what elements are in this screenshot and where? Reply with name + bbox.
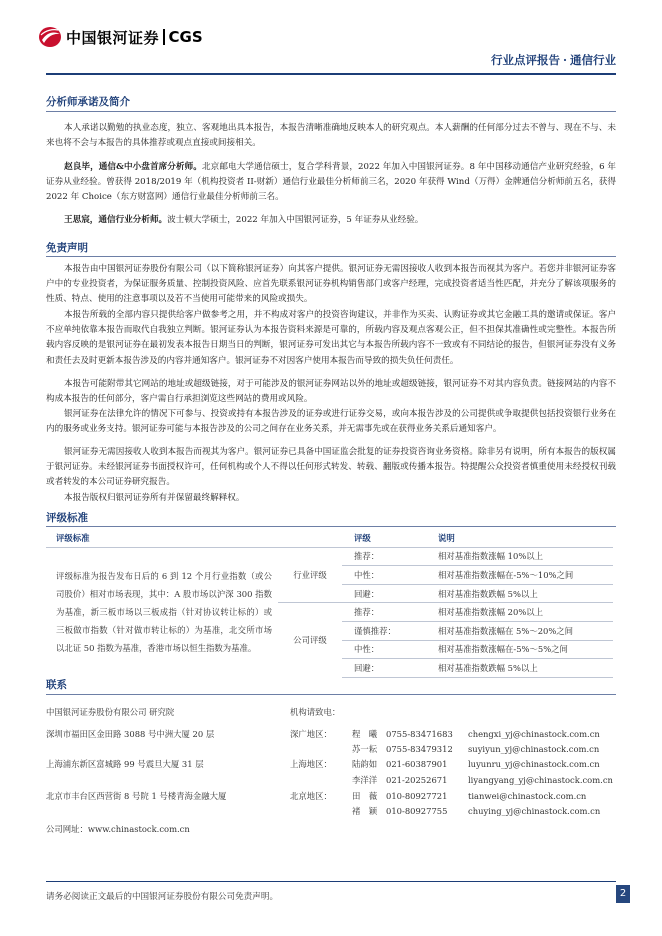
rating-standard-text: 评级标准为报告发布日后的 6 到 12 个月行业指数（或公司股价）相对市场表现，其中：A 股市场以沪深 300 指数为基准，新三板市场以三板成指（针对协议转让标的）或三板做市指数（针对做市转让标的）为基准，北交所市场以北证 50 指数为基准，香港市场以恒生指数为基准。	[46, 547, 278, 677]
report-type-label	[491, 52, 616, 68]
contact-rule	[46, 694, 616, 695]
analyst-section-rule	[46, 111, 616, 112]
company-research-institute: 中国银河证券股份有限公司 研究院	[46, 707, 175, 717]
address-beijing: 北京市丰台区西营街 8 号院 1 号楼青海金融大厦	[46, 791, 227, 801]
analyst-section-title: 分析师承诺及简介	[46, 96, 130, 108]
contact-person: 程 曦 0755-83471683 chengxi_yj@chinastock.com.cn	[352, 729, 600, 739]
industry-rating-label: 行业评级	[278, 547, 342, 603]
rating-desc: 相对基准指数涨幅在-5%～10%之间	[426, 566, 613, 585]
region-shenzhen: 深广地区：	[290, 729, 332, 739]
disclaimer-rule	[46, 256, 616, 257]
rating-desc: 相对基准指数跌幅 5%以上	[426, 584, 613, 603]
contact-email[interactable]: luyunru_yj@chinastock.com.cn	[468, 759, 600, 769]
analyst-commitment: 本人承诺以勤勉的执业态度，独立、客观地出具本报告，本报告清晰准确地反映本人的研究观点。本人薪酬的任何部分过去不曾与、现在不与、未来也将不会与本报告的具体推荐或观点直接或间接相关。	[46, 123, 616, 149]
brand-logo	[38, 26, 203, 48]
rating-table	[46, 529, 613, 678]
company-website[interactable]: 公司网址：www.chinastock.com.cn	[46, 824, 190, 834]
rating-level: 中性：	[342, 566, 426, 585]
col-desc: 说明	[426, 529, 613, 547]
disclaimer-p6: 本报告版权归银河证券所有并保留最终解释权。	[64, 493, 245, 503]
col-rating: 评级	[342, 529, 426, 547]
rating-level: 推荐：	[342, 547, 426, 566]
contact-email[interactable]: chengxi_yj@chinastock.com.cn	[468, 729, 600, 739]
galaxy-logo-icon	[38, 26, 62, 48]
analyst1-name: 赵良毕，通信&中小盘首席分析师。	[64, 162, 202, 172]
contact-person: 苏一耘 0755-83479312 suyiyun_yj@chinastock.com.cn	[352, 744, 600, 754]
address-shenzhen: 深圳市福田区金田路 3088 号中洲大厦 20 层	[46, 729, 215, 739]
address-shanghai: 上海浦东新区富城路 99 号震旦大厦 31 层	[46, 759, 204, 769]
region-shanghai: 上海地区：	[290, 759, 332, 769]
disclaimer-p2: 本报告所载的全部内容只提供给客户做参考之用，并不构成对客户的投资咨询建议，并非作为买卖、认购证券或其它金融工具的邀请或保证。客户不应单纯依靠本报告而取代自我独立判断。银河证券认为本报告资料来源是可靠的，所载内容及观点客观公正，但不担保其准确性或完整性。本报告所载内容反映的是银河证券在最初发表本报告日期当日的判断，银河证券可发出其它与本报告所载内容不一致或有不同结论的报告，但银河证券没有义务和责任去及时更新本报告涉及的内容并通知客户。银河证券不对因客户使用本报告而导致的损失负任何责任。	[46, 310, 616, 366]
contact-person: 李洋洋 021-20252671 liyangyang_yj@chinastock.com.cn	[352, 775, 613, 785]
rating-desc: 相对基准指数涨幅 10%以上	[426, 547, 613, 566]
footer-rule	[46, 881, 616, 882]
contact-title: 联系	[46, 679, 67, 691]
contact-person: 陆韵如 021-60387901 luyunru_yj@chinastock.com.cn	[352, 759, 600, 769]
rating-desc: 相对基准指数涨幅 20%以上	[426, 603, 613, 622]
contact-email[interactable]: tianwei@chinastock.com.cn	[468, 791, 587, 801]
rating-desc: 相对基准指数跌幅 5%以上	[426, 659, 613, 678]
region-beijing: 北京地区：	[290, 791, 332, 801]
contact-person: 褚 颖 010-80927755 chuying_yj@chinastock.com.cn	[352, 806, 601, 816]
rating-level: 回避：	[342, 584, 426, 603]
company-rating-label: 公司评级	[278, 603, 342, 677]
header-rule	[46, 73, 616, 75]
brand-divider	[163, 29, 165, 45]
rating-rule	[46, 526, 616, 527]
contact-person: 田 薇 010-80927721 tianwei@chinastock.com.cn	[352, 791, 587, 801]
footer-notice: 请务必阅读正文最后的中国银河证券股份有限公司免责声明。	[46, 892, 279, 902]
contact-email[interactable]: suyiyun_yj@chinastock.com.cn	[468, 744, 600, 754]
rating-level: 推荐：	[342, 603, 426, 622]
contact-email[interactable]: liyangyang_yj@chinastock.com.cn	[468, 775, 613, 785]
rating-level: 谨慎推荐：	[342, 621, 426, 640]
rating-level: 中性：	[342, 640, 426, 659]
disclaimer-p1: 本报告由中国银河证券股份有限公司（以下简称银河证券）向其客户提供。银河证券无需因接收人收到本报告而视其为客户。若您并非银河证券客户中的专业投资者，为保证服务质量、控制投资风险、应首先联系银河证券机构销售部门或客户经理，完成投资者适当性匹配，并充分了解该项服务的性质、特点、使用的注意事项以及若不当使用可能带来的风险或损失。	[46, 264, 616, 305]
disclaimer-p4: 银河证券在法律允许的情况下可参与、投资或持有本报告涉及的证券或进行证券交易，或向本报告涉及的公司提供或争取提供包括投资银行业务在内的服务或业务支持。银河证券可能与本报告涉及的公司之间存在业务关系，并无需事先或在获得业务关系后通知客户。	[46, 409, 616, 435]
rating-desc: 相对基准指数涨幅在-5%～5%之间	[426, 640, 613, 659]
table-row	[46, 547, 613, 566]
rating-title: 评级标准	[46, 512, 88, 524]
brand-name-en: CGS	[168, 28, 203, 46]
contact-email[interactable]: chuying_yj@chinastock.com.cn	[468, 806, 601, 816]
disclaimer-title: 免责声明	[46, 242, 88, 254]
report-type-separator: ·	[562, 53, 567, 67]
page-number: 2	[616, 885, 630, 903]
analyst1-profile: 赵良毕，通信&中小盘首席分析师。北京邮电大学通信硕士，复合学科背景，2022 年加入中国银河证券。8 年中国移动通信产业研究经验，6 年证券从业经验。曾获得 2018/2019 年（机构投资者 II-财新）通信行业最佳分析师前三名，2020 年获得 Wind（万得）金牌通信分析师前五名，获得 2022 年 Choice（东方财富网）通信行业最佳分析师前三名。	[46, 162, 616, 203]
col-standard: 评级标准	[46, 529, 278, 547]
rating-level: 回避：	[342, 659, 426, 678]
rating-table-header	[46, 529, 613, 547]
brand-name-cn: 中国银河证券	[66, 28, 160, 47]
report-type: 行业点评报告	[490, 53, 560, 67]
analyst2-name: 王思宸，通信行业分析师。	[64, 215, 168, 225]
industry-name: 通信行业	[570, 53, 616, 67]
rating-desc: 相对基准指数涨幅在 5%～20%之间	[426, 621, 613, 640]
disclaimer-p3: 本报告可能附带其它网站的地址或超级链接，对于可能涉及的银河证券网站以外的地址或超级链接，银河证券不对其内容负责。链接网站的内容不构成本报告的任何部分，客户需自行承担浏览这些网站的费用或风险。	[46, 379, 616, 405]
disclaimer-p5: 银河证券无需因接收人收到本报告而视其为客户。银河证券已具备中国证监会批复的证券投资咨询业务资格。除非另有说明，所有本报告的版权属于银河证券。未经银河证券书面授权许可，任何机构或个人不得以任何形式转发、转载、翻版或传播本报告。特提醒公众投资者慎重使用未经授权刊载或者转发的本公司证券研究报告。	[46, 447, 616, 488]
analyst2-profile: 王思宸，通信行业分析师。波士顿大学硕士，2022 年加入中国银河证券，5 年证券从业经验。	[64, 215, 424, 225]
inquiry-label: 机构请致电：	[290, 707, 341, 717]
